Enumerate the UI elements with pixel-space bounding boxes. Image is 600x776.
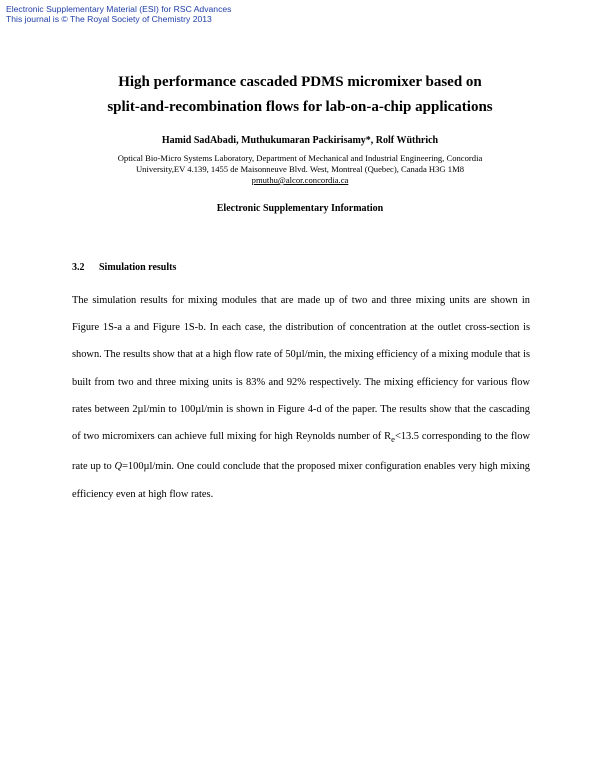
affiliation [0, 153, 600, 186]
affiliation-line-2: University,EV 4.139, 1455 de Maisonneuve Blvd. West, Montreal (Quebec), Canada H3G 1M8 [135, 164, 465, 174]
reynolds-subscript: e [391, 434, 395, 445]
title-line-1: High performance cascaded PDMS micromixer based on [118, 74, 482, 90]
body-text-part-2: <13.5 corresponding to the flow rate up to [72, 431, 530, 473]
body-text-part-3: =100µl/min. One could conclude that the proposed mixer configuration enables very high mixing efficiency even at high flow rates. [72, 461, 531, 500]
paper-title [0, 70, 600, 120]
author-list: Hamid SadAbadi, Muthukumaran Packirisamy*, Rolf Wüthrich [161, 135, 439, 146]
section-number: 3.2 [72, 262, 85, 273]
esi-heading: Electronic Supplementary Information [216, 203, 384, 214]
body-paragraph [72, 287, 530, 508]
journal-header [6, 4, 231, 24]
title-line-2: split-and-recombination flows for lab-on-a-chip applications [107, 99, 493, 115]
body-text-part-1: The simulation results for mixing modules that are made up of two and three mixing units are shown in Figure 1S-a a and Figure 1S-b. In each case, the distribution of concentration at the outlet cross-section is shown. The results show that at a high flow rate of 50µl/min, the mixing efficiency of a mixing module that is built from two and three mixing units is 83% and 92% respectively. The mixing efficiency for various flow rates between 2µl/min to 100µl/min is shown in Figure 4-d of the paper. The results show that the cascading of two micromixers can achieve full mixing for high Reynolds number of R [72, 295, 530, 443]
header-line-esi: Electronic Supplementary Material (ESI) for RSC Advances [6, 4, 232, 14]
header-line-copyright: This journal is © The Royal Society of Chemistry 2013 [6, 14, 212, 24]
email-link[interactable]: pmuthu@alcor.concordia.ca [251, 175, 349, 185]
affiliation-line-1: Optical Bio-Micro Systems Laboratory, Department of Mechanical and Industrial Engineering, Concordia [117, 153, 483, 163]
flow-rate-symbol: Q [114, 461, 123, 473]
section-title: Simulation results [99, 262, 177, 273]
section-heading [72, 261, 176, 275]
